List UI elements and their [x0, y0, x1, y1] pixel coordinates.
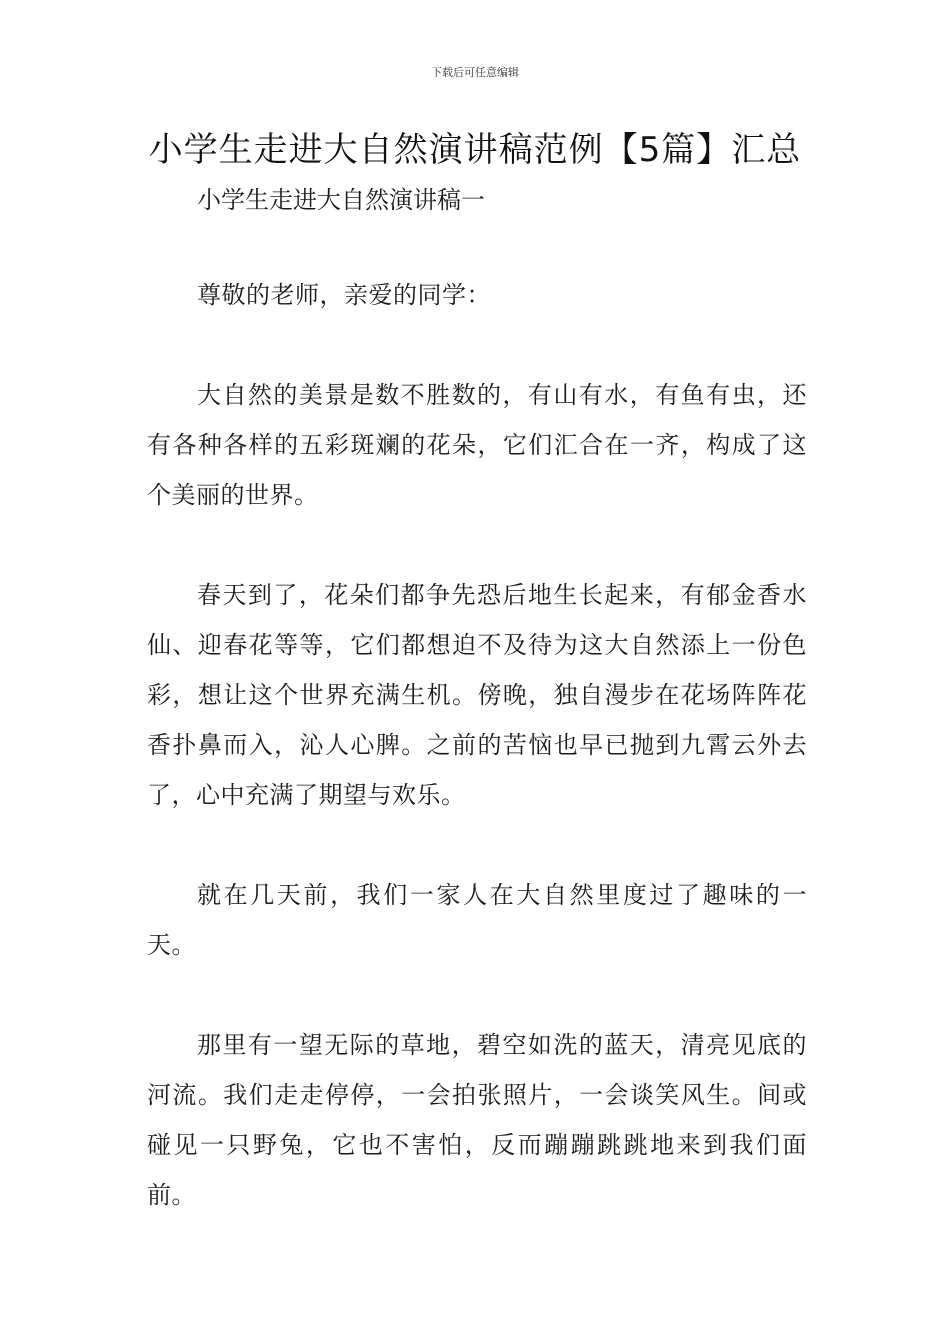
paragraph: 就在几天前，我们一家人在大自然里度过了趣味的一天。	[147, 881, 807, 959]
paragraph: 那里有一望无际的草地，碧空如洗的蓝天，清亮见底的河流。我们走走停停，一会拍张照片，一会谈笑风生。间或碰见一只野兔，它也不害怕，反而蹦蹦跳跳地来到我们面前。	[147, 1031, 807, 1209]
paragraph-greeting: 尊敬的老师，亲爱的同学：	[197, 281, 491, 309]
document-body	[147, 270, 807, 1270]
header-note: 下载后可任意编辑	[431, 66, 519, 79]
document-title: 小学生走进大自然演讲稿范例【5篇】汇总	[148, 130, 802, 170]
paragraph: 大自然的美景是数不胜数的，有山有水，有鱼有虫，还有各种各样的五彩斑斓的花朵，它们汇合在一齐，构成了这个美丽的世界。	[147, 381, 807, 509]
document-subtitle: 小学生走进大自然演讲稿一	[197, 186, 485, 214]
paragraph: 春天到了，花朵们都争先恐后地生长起来，有郁金香水仙、迎春花等等，它们都想迫不及待为这大自然添上一份色彩，想让这个世界充满生机。傍晚，独自漫步在花场阵阵花香扑鼻而入，沁人心脾。之前的苦恼也早已抛到九霄云外去了，心中充满了期望与欢乐。	[147, 581, 807, 809]
